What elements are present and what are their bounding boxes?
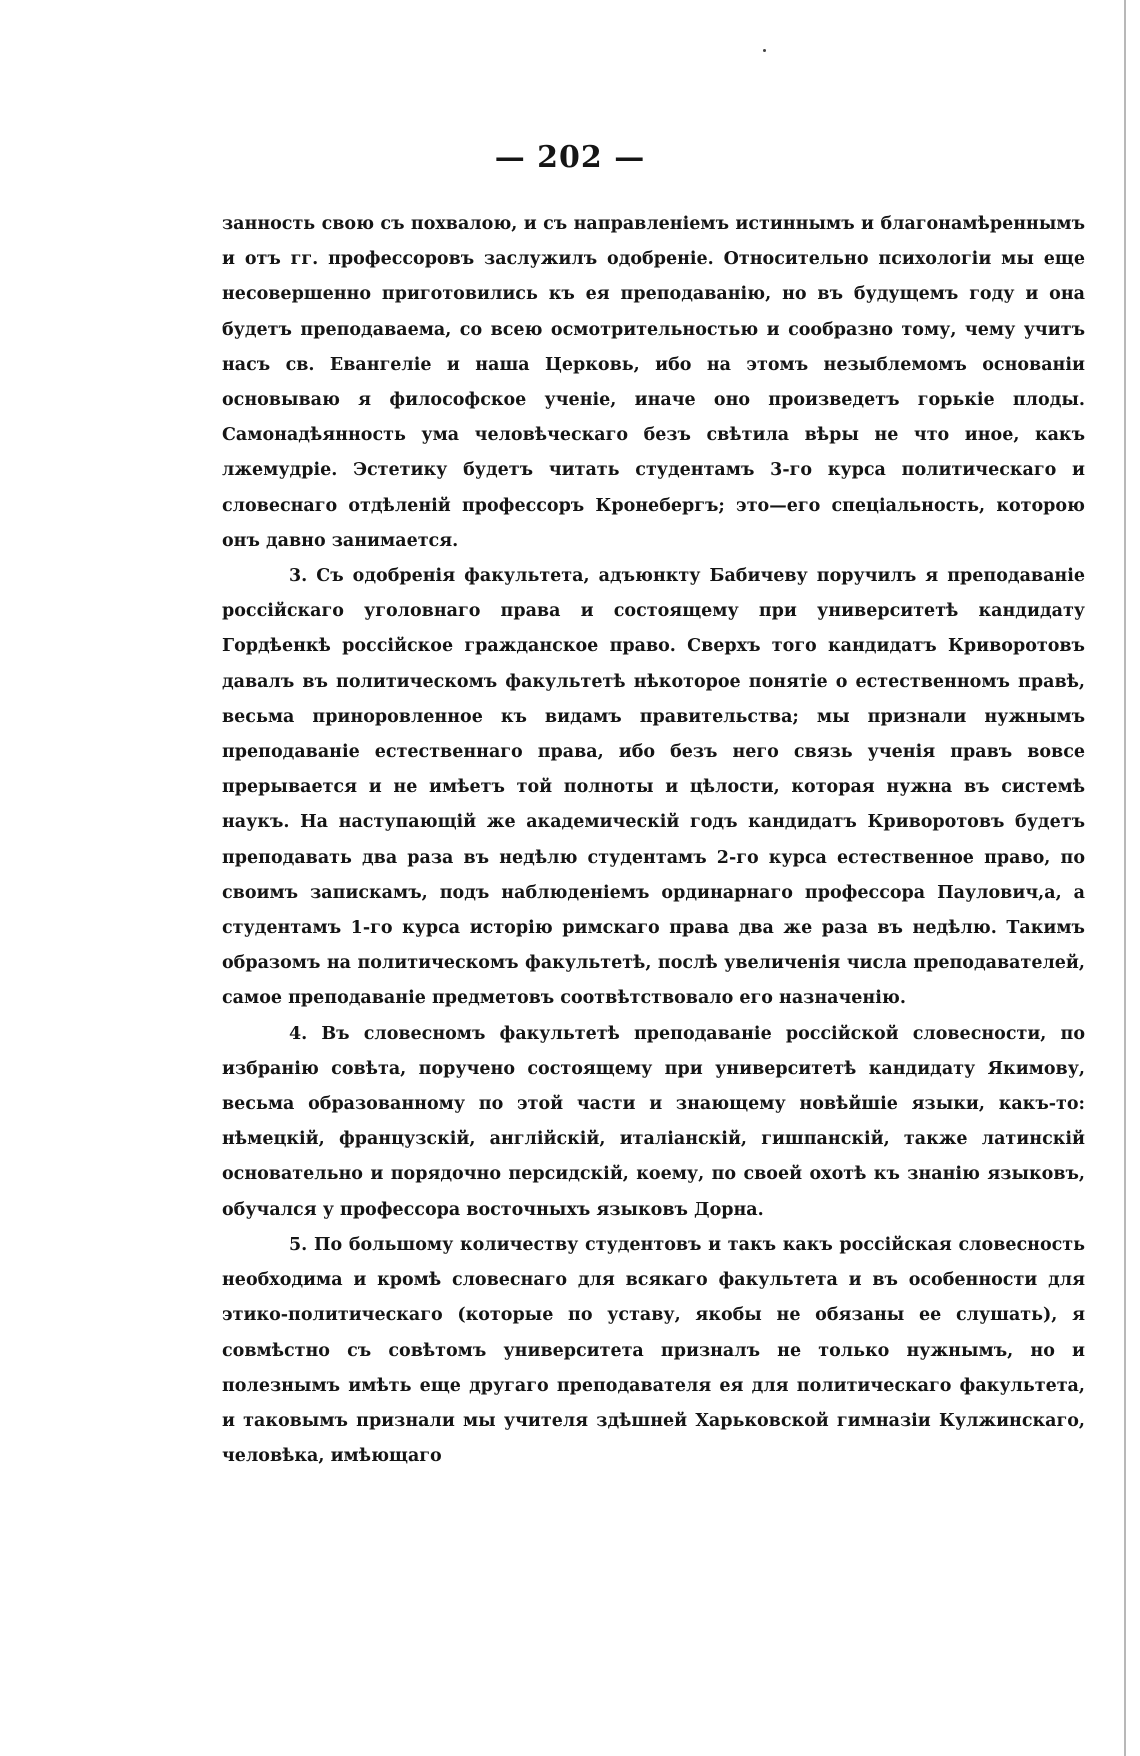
paragraph-3: 3. Съ одобренія факультета, адъюнкту Бабичеву поручилъ я преподаваніе россійскаго уголовнаго права и состоящему при университетѣ кандидату Гордѣенкѣ россійское гражданское право. Сверхъ того кандидатъ Криворотовъ давалъ въ политическомъ факультетѣ нѣкоторое понятіе о естественномъ правѣ, весьма приноровленное къ видамъ правительства; мы признали нужнымъ преподаваніе естественнаго права, ибо безъ него связь ученія правъ вовсе прерывается и не имѣетъ той полноты и цѣлости, которая нужна въ системѣ наукъ. На наступающій же академическій годъ кандидатъ Криворотовъ будетъ преподавать два раза въ недѣлю студентамъ 2-го курса естественное право, по своимъ запискамъ, подъ наблюденіемъ ординарнаго профессора Паулович,а, а студентамъ 1-го курса исторію римскаго права два же раза въ недѣлю. Такимъ образомъ на политическомъ факультетѣ, послѣ увеличенія числа преподавателей, самое преподаваніе предметовъ соотвѣтствовало его назначенію. bbox=[222, 566, 1085, 1009]
page-text-body bbox=[222, 207, 1085, 1474]
page-number: — 202 — bbox=[494, 140, 646, 175]
scan-speck bbox=[763, 49, 766, 52]
paragraph-4: 4. Въ словесномъ факультетѣ преподаваніе россійской словесности, по избранію совѣта, поручено состоящему при университетѣ кандидату Якимову, весьма образованному по этой части и знающему новѣйшіе языки, какъ-то: нѣмецкій, французскій, англійскій, италіанскій, гишпанскій, также латинскій основательно и порядочно персидскій, коему, по своей охотѣ къ знанію языковъ, обучался у профессора восточныхъ языковъ Дорна. bbox=[222, 1023, 1085, 1220]
page-edge-line bbox=[1124, 0, 1126, 1756]
paragraph-continued: занность свою съ похвалою, и съ направленіемъ истиннымъ и благонамѣреннымъ и отъ гг. профессоровъ заслужилъ одобреніе. Относительно психологіи мы еще несовершенно приготовились къ ея преподаванію, но въ будущемъ году и она будетъ преподаваема, со всею осмотрительностью и сообразно тому, чему учитъ насъ св. Евангеліе и наша Церковь, ибо на этомъ незыблемомъ основаніи основываю я философское ученіе, иначе оно произведетъ горькіе плоды. Самонадѣянность ума человѣческаго безъ свѣтила вѣры не что иное, какъ лжемудріе. Эстетику будетъ читать студентамъ 3-го курса политическаго и словеснаго отдѣленій профессоръ Кронебергъ; это—его спеціальность, которою онъ давно занимается. bbox=[222, 214, 1085, 551]
paragraph-5: 5. По большому количеству студентовъ и такъ какъ россійская словесность необходима и кромѣ словеснаго для всякаго факультета и въ особенности для этико-политическаго (которые по уставу, якобы не обязаны ее слушать), я совмѣстно съ совѣтомъ университета призналъ не только нужнымъ, но и полезнымъ имѣть еще другаго преподавателя ея для политическаго факультета, и таковымъ признали мы учителя здѣшней Харьковской гимназіи Кулжинскаго, человѣка, имѣющаго bbox=[222, 1234, 1085, 1467]
